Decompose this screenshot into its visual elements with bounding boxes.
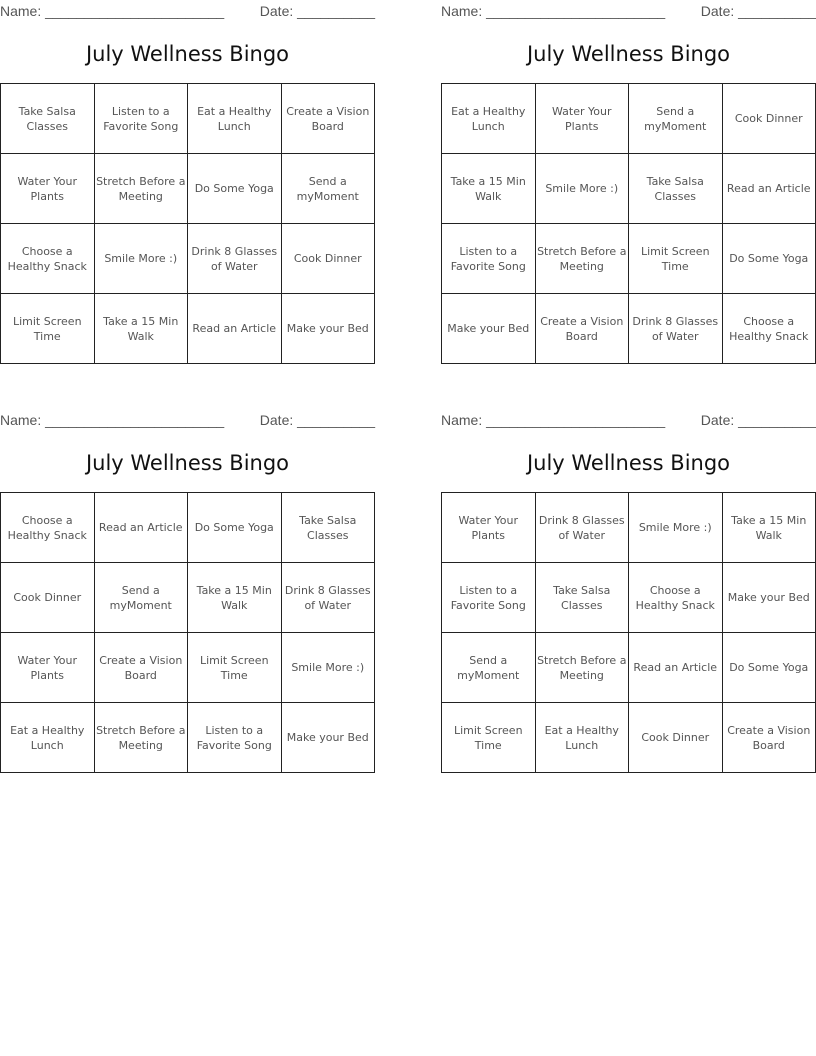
bingo-cell: Do Some Yoga <box>723 224 816 294</box>
bingo-cell: Limit Screen Time <box>188 633 282 703</box>
bingo-cell: Take Salsa Classes <box>629 154 723 224</box>
bingo-cell: Smile More :) <box>629 493 723 563</box>
bingo-cell: Create a Vision Board <box>95 633 189 703</box>
date-line: Date: __________ <box>259 412 375 428</box>
bingo-cell: Cook Dinner <box>1 563 95 633</box>
bingo-cell: Create a Vision Board <box>282 84 376 154</box>
bingo-cell: Limit Screen Time <box>1 294 95 364</box>
bingo-cell: Take Salsa Classes <box>282 493 376 563</box>
bingo-cell: Cook Dinner <box>629 703 723 773</box>
bingo-cell: Make your Bed <box>282 703 376 773</box>
bingo-cell: Listen to a Favorite Song <box>442 563 536 633</box>
bingo-cell: Stretch Before a Meeting <box>95 703 189 773</box>
card-header <box>0 409 375 431</box>
bingo-cell: Listen to a Favorite Song <box>95 84 189 154</box>
bingo-cell: Limit Screen Time <box>629 224 723 294</box>
card-header <box>0 0 375 22</box>
bingo-cell: Listen to a Favorite Song <box>442 224 536 294</box>
bingo-cell: Water Your Plants <box>1 633 95 703</box>
bingo-cell: Make your Bed <box>442 294 536 364</box>
bingo-cell: Create a Vision Board <box>723 703 816 773</box>
bingo-cell: Read an Article <box>95 493 189 563</box>
bingo-grid <box>0 492 375 773</box>
bingo-cell: Read an Article <box>723 154 816 224</box>
date-line: Date: __________ <box>700 3 816 19</box>
bingo-cell: Water Your Plants <box>442 493 536 563</box>
bingo-cell: Eat a Healthy Lunch <box>1 703 95 773</box>
name-line: Name: _______________________ <box>0 412 225 428</box>
bingo-cell: Send a myMoment <box>442 633 536 703</box>
card-header <box>441 0 816 22</box>
name-line: Name: _______________________ <box>441 3 666 19</box>
date-line: Date: __________ <box>700 412 816 428</box>
date-line: Date: __________ <box>259 3 375 19</box>
card-title: July Wellness Bingo <box>526 451 731 475</box>
bingo-cell: Choose a Healthy Snack <box>1 224 95 294</box>
card-title: July Wellness Bingo <box>526 42 731 66</box>
bingo-cell: Drink 8 Glasses of Water <box>188 224 282 294</box>
bingo-cell: Take Salsa Classes <box>1 84 95 154</box>
bingo-cell: Make your Bed <box>282 294 376 364</box>
bingo-cell: Choose a Healthy Snack <box>629 563 723 633</box>
bingo-cell: Do Some Yoga <box>188 154 282 224</box>
bingo-cell: Cook Dinner <box>723 84 816 154</box>
bingo-grid <box>441 492 816 773</box>
bingo-cell: Limit Screen Time <box>442 703 536 773</box>
bingo-cell: Read an Article <box>188 294 282 364</box>
bingo-cell: Take a 15 Min Walk <box>188 563 282 633</box>
bingo-cell: Take Salsa Classes <box>536 563 630 633</box>
bingo-cell: Eat a Healthy Lunch <box>442 84 536 154</box>
bingo-cell: Make your Bed <box>723 563 816 633</box>
card-title: July Wellness Bingo <box>85 451 290 475</box>
bingo-cell: Read an Article <box>629 633 723 703</box>
bingo-card <box>0 409 375 752</box>
card-header <box>441 409 816 431</box>
bingo-cell: Smile More :) <box>282 633 376 703</box>
bingo-cell: Take a 15 Min Walk <box>723 493 816 563</box>
card-title: July Wellness Bingo <box>85 42 290 66</box>
name-line: Name: _______________________ <box>441 412 666 428</box>
bingo-cell: Send a myMoment <box>282 154 376 224</box>
bingo-cell: Drink 8 Glasses of Water <box>536 493 630 563</box>
bingo-cell: Water Your Plants <box>536 84 630 154</box>
bingo-cell: Listen to a Favorite Song <box>188 703 282 773</box>
bingo-cell: Cook Dinner <box>282 224 376 294</box>
bingo-cell: Drink 8 Glasses of Water <box>629 294 723 364</box>
bingo-cell: Take a 15 Min Walk <box>442 154 536 224</box>
bingo-cell: Smile More :) <box>536 154 630 224</box>
bingo-grid <box>441 83 816 364</box>
name-line: Name: _______________________ <box>0 3 225 19</box>
bingo-cell: Choose a Healthy Snack <box>1 493 95 563</box>
bingo-cell: Stretch Before a Meeting <box>536 633 630 703</box>
bingo-cell: Choose a Healthy Snack <box>723 294 816 364</box>
bingo-grid <box>0 83 375 364</box>
bingo-cell: Take a 15 Min Walk <box>95 294 189 364</box>
bingo-cell: Send a myMoment <box>95 563 189 633</box>
bingo-cell: Eat a Healthy Lunch <box>536 703 630 773</box>
bingo-cell: Stretch Before a Meeting <box>536 224 630 294</box>
bingo-cell: Eat a Healthy Lunch <box>188 84 282 154</box>
bingo-cell: Stretch Before a Meeting <box>95 154 189 224</box>
bingo-card <box>0 0 375 343</box>
bingo-cell: Drink 8 Glasses of Water <box>282 563 376 633</box>
bingo-cell: Create a Vision Board <box>536 294 630 364</box>
bingo-cell: Send a myMoment <box>629 84 723 154</box>
bingo-card <box>441 0 816 343</box>
bingo-cell: Smile More :) <box>95 224 189 294</box>
bingo-card <box>441 409 816 752</box>
bingo-cell: Do Some Yoga <box>723 633 816 703</box>
bingo-cell: Do Some Yoga <box>188 493 282 563</box>
bingo-cell: Water Your Plants <box>1 154 95 224</box>
